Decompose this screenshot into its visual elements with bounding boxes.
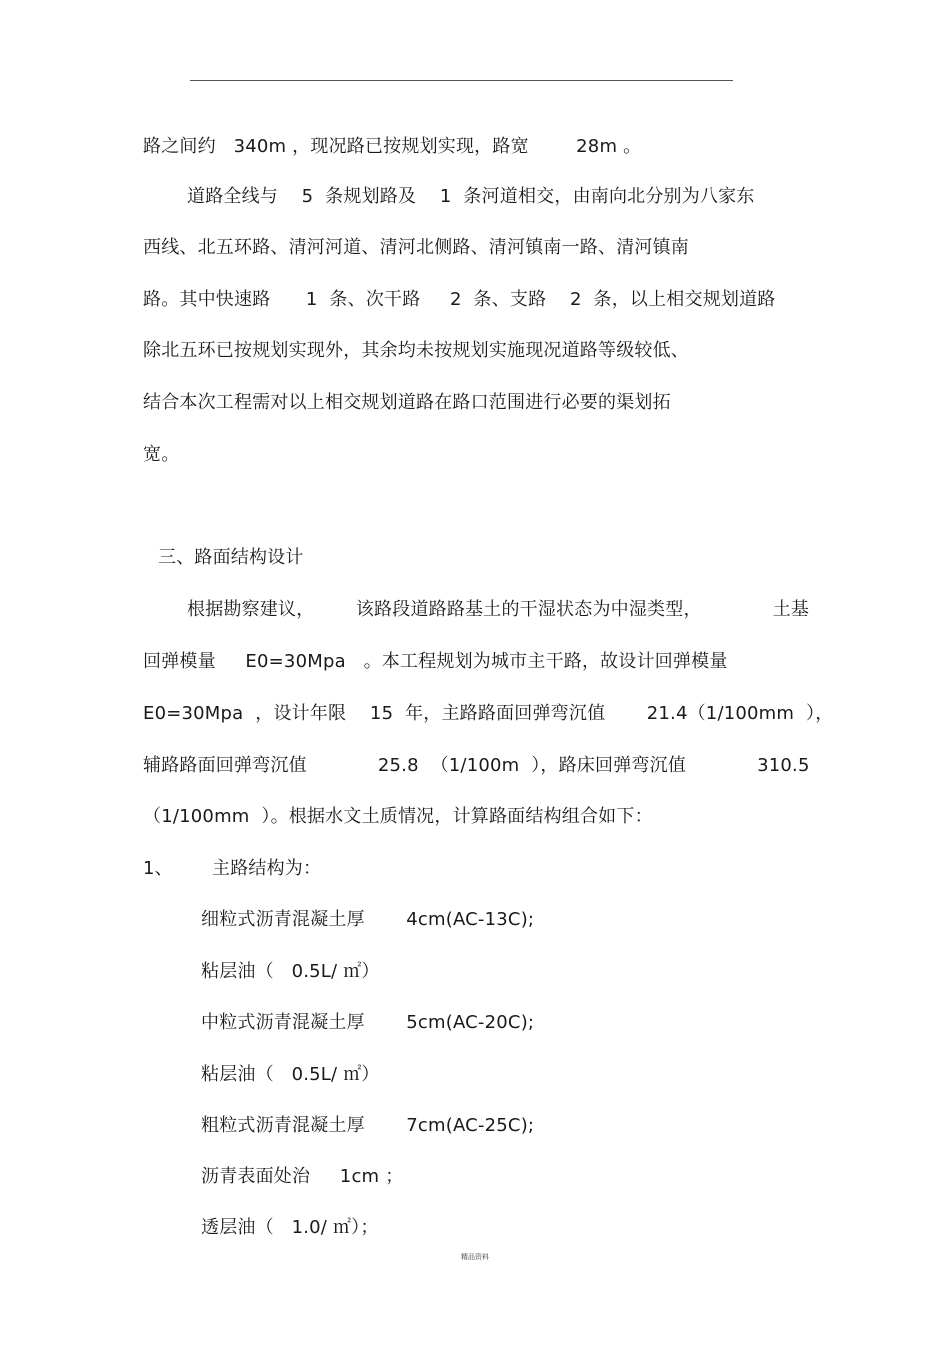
paragraph-line: 根据勘察建议， 该路段道路路基土的干湿状态为中湿类型， 土基 [187,599,810,620]
paragraph-line: 结合本次工程需对以上相交规划道路在路口范围进行必要的渠划拓 [143,392,671,413]
layer-item: 沥青表面处治 1cm ； [201,1166,404,1187]
layer-item: 中粒式沥青混凝土厚 5cm(AC-20C); [201,1012,535,1033]
layer-item: 粗粒式沥青混凝土厚 7cm(AC-25C); [201,1115,535,1136]
paragraph-line: 路。其中快速路 1 条、次干路 2 条、支路 2 条，以上相交规划道路 [143,289,776,310]
layer-item: 透层油（ 1.0/ ㎡）； [201,1217,379,1238]
header-rule [190,80,733,81]
list-label: 主路结构为： [212,858,322,879]
paragraph-line: 道路全线与 5 条规划路及 1 条河道相交，由南向北分别为八家东 [187,186,755,207]
paragraph-line: （1/100mm ）。根据水文土质情况，计算路面结构组合如下： [143,806,653,827]
list-number: 1、 [143,858,173,879]
paragraph-line: E0=30Mpa ，设计年限 15 年，主路路面回弹弯沉值 21.4（1/100mm ）， [143,703,834,724]
paragraph-line: 路之间约 340m ，现况路已按规划实现，路宽 28m 。 [143,136,642,157]
layer-item: 粘层油（ 0.5L/ ㎡） [201,1064,380,1085]
footer-text: 精品资料 [461,1253,489,1261]
layer-item: 细粒式沥青混凝土厚 4cm(AC-13C); [201,909,535,930]
paragraph-line: 辅路路面回弹弯沉值 25.8 （1/100m ），路床回弹弯沉值 310.5 [143,755,810,776]
paragraph-line: 除北五环已按规划实现外，其余均未按规划实施现况道路等级较低、 [143,340,689,361]
section-heading: 三、路面结构设计 [158,547,304,568]
paragraph-line: 宽。 [143,444,180,465]
paragraph-line: 回弹模量 E0=30Mpa 。本工程规划为城市主干路，故设计回弹模量 [143,651,728,672]
layer-item: 粘层油（ 0.5L/ ㎡） [201,961,380,982]
paragraph-line: 西线、北五环路、清河河道、清河北侧路、清河镇南一路、清河镇南 [143,237,689,258]
